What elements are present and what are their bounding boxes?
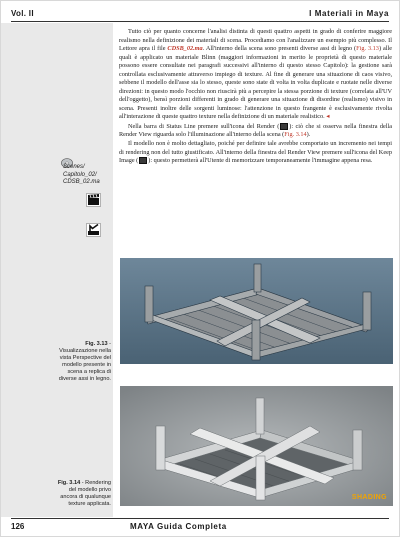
crate-render-image — [120, 386, 393, 506]
figure-3-14-caption: Fig. 3.14 - Rendering del modello privo ancora di qualunque texture applicata. — [57, 480, 111, 507]
keep-image-inline-icon — [139, 157, 147, 164]
margin-sidebar — [1, 23, 113, 517]
scene-file-link[interactable]: CDSB_02.ma — [167, 45, 203, 53]
paragraph-1: Tutto ciò per quanto concerne l'analisi distinta di questi quattro aspetti in grado di conferire maggiore realismo nella definizione dei materiali di scena. Procediamo con l'analizzare un esempio più complesso. Il Lettore apra il file CDSB_02.ma. All'interno della scena sono presenti diverse assi di legno (Fig. 3.13) alle quali è applicato un materiale Blinn (maggiori informazioni in merito le proprietà di questo materiale possono essere consultate nei paragrafi successivi all'interno di questo stesso Capitolo): la gestione sarà controllata esclusivamente attraverso impiego di texture. Al fine di generare una situazione di caos visivo, sebbene il modello dell'asse sia lo stesso, queste sono state di volta in volta duplicate e ruotate nelle diverse direzioni: in questo modo l'occhio non riuscirà più a percepire la stessa porzione di texture (correlata all'UV dell'oggetto), bensì porzioni differenti in grado di generare una situazione di disordine (realismo) visivo in scena. Presenti inoltre delle sorgenti luminose: l'attenzione in questo frangente è esclusivamente rivolta all'interazione di queste quattro texture nella definizione di un materiale realistico. ◂ — [119, 28, 392, 121]
figure-3-13-viewport — [120, 258, 393, 364]
paragraph-3: Il modello non è molto dettagliato, poiché per definire tale avrebbe comportato un incremento nei tempi di rendering non del tutto giustificato. All'interno della finestra del Render View premere sull'icona del Keep Image ( ): questo permetterà all'Utente di memorizzare temporaneamente l'immagine appena resa. — [119, 140, 392, 165]
page-header — [11, 9, 389, 22]
body-text — [119, 28, 392, 167]
figure-3-14-render — [120, 386, 393, 506]
paragraph-2: Nella barra di Status Line premere sull'icona del Render ( ): ciò che si osserva nella finestra della Render View riguarda solo l'illuminazione all'interno della scena (Fig. 3.14). — [119, 122, 392, 139]
render-inline-icon — [280, 123, 288, 130]
scene-file-path: Scenes/ Capitolo_02/ CDSB_02.ma — [63, 164, 100, 185]
figure-3-13-caption: Fig. 3.13 - Visualizzazione nella vista Perspective del modello presente in scena a replica di diverse assi in legno. — [58, 341, 111, 382]
keep-image-icon — [86, 223, 101, 237]
end-mark-icon: ◂ — [326, 113, 330, 121]
figure-ref-3-14[interactable]: Fig. 3.14 — [284, 131, 307, 139]
page-footer — [11, 518, 389, 532]
page-number: 126 — [11, 522, 25, 531]
chapter-title: I Materiali in Maya — [309, 9, 389, 18]
shading-overlay-label: SHADING — [351, 494, 387, 501]
book-title: MAYA Guida Completa — [130, 522, 227, 531]
crate-wireframe-image — [120, 258, 393, 364]
volume-label: Vol. II — [11, 9, 34, 18]
render-clapboard-icon — [86, 193, 101, 207]
figure-ref-3-13[interactable]: Fig. 3.13 — [356, 45, 379, 53]
